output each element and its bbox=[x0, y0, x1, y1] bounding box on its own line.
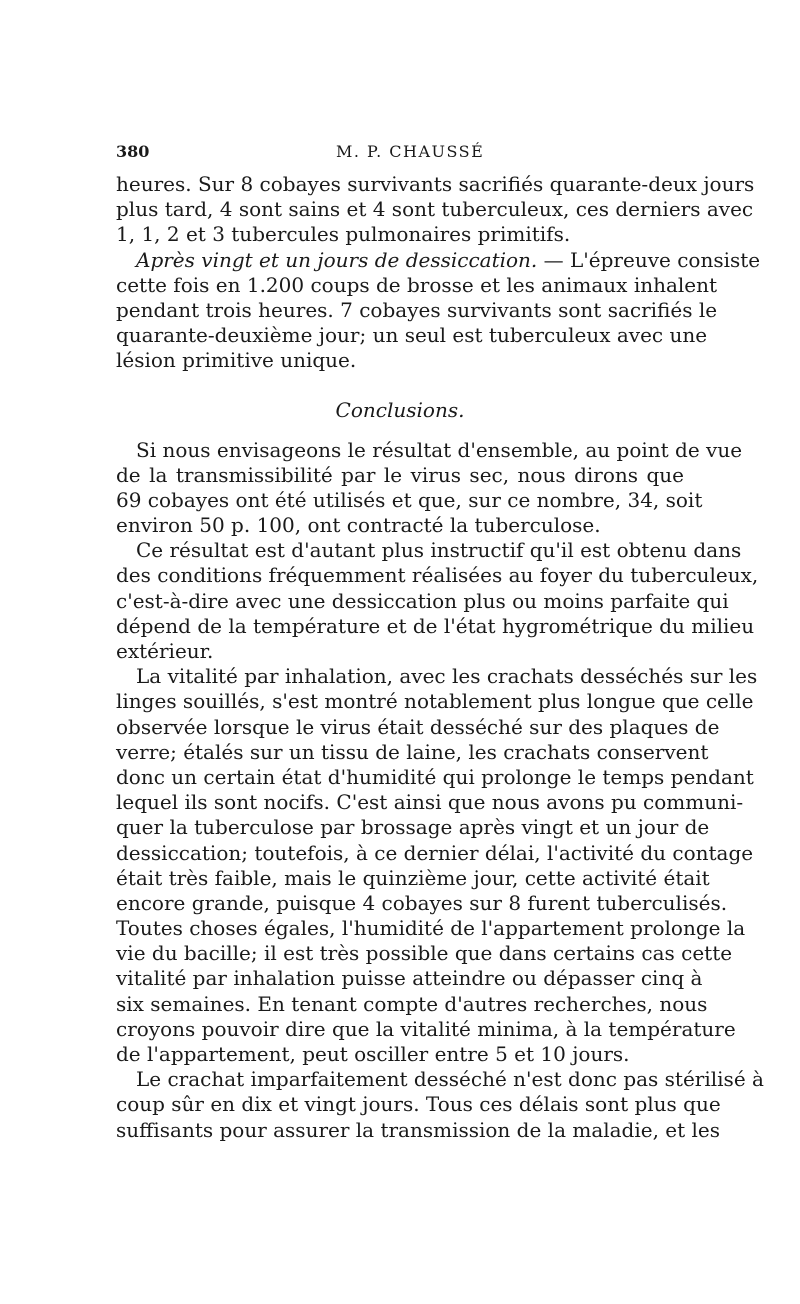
text-line: heures. Sur 8 cobayes survivants sacrifiés quarante-deux jours bbox=[116, 172, 755, 196]
text-line: suffisants pour assurer la transmission de la maladie, et les bbox=[116, 1117, 721, 1142]
text-line: de la transmissibilité par le virus sec, nous dirons que bbox=[116, 462, 684, 487]
text-line: La vitalité par inhalation, avec les crachats desséchés sur les bbox=[136, 664, 758, 689]
paragraph-lead: Après vingt et un jours de dessiccation. bbox=[136, 247, 538, 272]
text-line: Si nous envisageons le résultat d'ensemble, au point de vue bbox=[136, 437, 743, 462]
text-line-rest: — L'épreuve consiste bbox=[537, 247, 761, 272]
text-line bbox=[116, 247, 761, 273]
text-line: 69 cobayes ont été utilisés et que, sur ce nombre, 34, soit bbox=[116, 487, 703, 512]
text-line: lequel ils sont nocifs. C'est ainsi que nous avons pu communi- bbox=[116, 790, 744, 815]
text-line: coup sûr en dix et vingt jours. Tous ces délais sont plus que bbox=[116, 1092, 721, 1117]
text-line: cette fois en 1.200 coups de brosse et les animaux inhalent bbox=[116, 272, 718, 297]
text-line: de l'appartement, peut osciller entre 5 et 10 jours. bbox=[116, 1042, 630, 1066]
text-line: quarante-deuxième jour; un seul est tuberculeux avec une bbox=[116, 323, 708, 348]
text-line: verre; étalés sur un tissu de laine, les crachats conservent bbox=[116, 739, 709, 764]
text-line: croyons pouvoir dire que la vitalité minima, à la température bbox=[116, 1016, 736, 1041]
text-line: dessiccation; toutefois, à ce dernier délai, l'activité du contage bbox=[116, 840, 754, 865]
text-line: vie du bacille; il est très possible que dans certains cas cette bbox=[116, 941, 733, 966]
text-line: linges souillés, s'est montré notablement plus longue que celle bbox=[116, 689, 754, 714]
text-line: Le crachat imparfaitement desséché n'est donc pas stérilisé à bbox=[136, 1067, 764, 1092]
text-line: environ 50 p. 100, ont contracté la tuberculose. bbox=[116, 513, 601, 538]
text-line: vitalité par inhalation puisse atteindre ou dépasser cinq à bbox=[116, 966, 703, 991]
text-line: lésion primitive unique. bbox=[116, 348, 357, 373]
text-line: six semaines. En tenant compte d'autres recherches, nous bbox=[116, 991, 708, 1016]
text-line: était très faible, mais le quinzième jour, cette activité était bbox=[116, 865, 710, 890]
text-line: observée lorsque le virus était desséché sur des plaques de bbox=[116, 714, 720, 739]
text-line: quer la tuberculose par brossage après vingt et un jour de bbox=[116, 815, 710, 840]
text-line: extérieur. bbox=[116, 639, 214, 663]
text-line: plus tard, 4 sont sains et 4 sont tuberculeux, ces derniers avec bbox=[116, 197, 754, 222]
text-line: dépend de la température et de l'état hygrométrique du milieu bbox=[116, 613, 755, 638]
page-number: 380 bbox=[116, 142, 150, 161]
text-line: 1, 1, 2 et 3 tubercules pulmonaires primitifs. bbox=[116, 222, 571, 247]
text-line: Toutes choses égales, l'humidité de l'appartement prolonge la bbox=[116, 916, 746, 941]
text-line: donc un certain état d'humidité qui prolonge le temps pendant bbox=[116, 764, 754, 789]
text-line: des conditions fréquemment réalisées au foyer du tuberculeux, bbox=[116, 563, 759, 588]
running-head bbox=[116, 142, 676, 170]
text-line: Ce résultat est d'autant plus instructif qu'il est obtenu dans bbox=[136, 538, 742, 563]
text-line: pendant trois heures. 7 cobayes survivants sont sacrifiés le bbox=[116, 297, 718, 322]
section-heading: Conclusions. bbox=[335, 397, 465, 422]
text-line: encore grande, puisque 4 cobayes sur 8 furent tuberculisés. bbox=[116, 890, 728, 915]
running-head-author: M. P. CHAUSSÉ bbox=[336, 142, 485, 161]
text-line: c'est-à-dire avec une dessiccation plus ou moins parfaite qui bbox=[116, 588, 729, 613]
body-text bbox=[116, 172, 764, 1143]
